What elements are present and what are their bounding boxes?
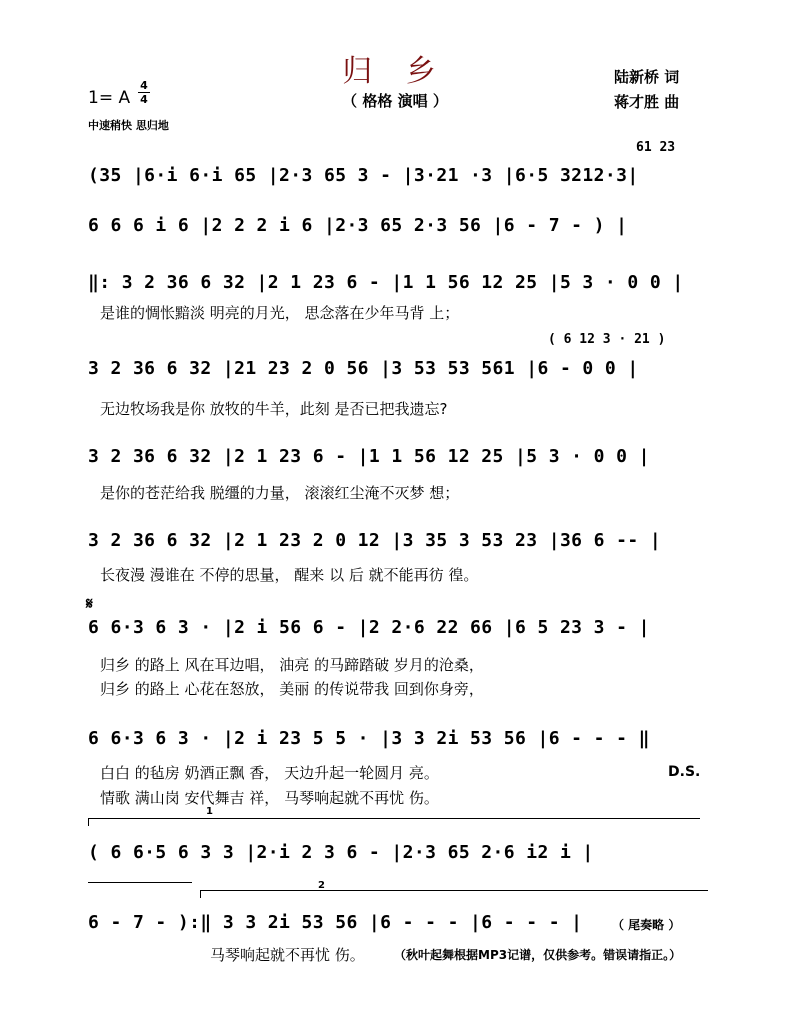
lyric-line-3: 是你的苍茫给我 脱缰的力量， 滚滚红尘淹不灭梦 想； — [100, 484, 460, 502]
composer-credit: 蒋才胜 曲 — [614, 93, 680, 111]
key-signature: 1= A — [88, 88, 131, 108]
lyric-line-4: 长夜漫 漫谁在 不停的思量， 醒来 以 后 就不能再彷 徨。 — [100, 566, 479, 584]
lyric-line-7: 白白 的毡房 奶酒正飘 香， 天边升起一轮圆月 亮。 — [100, 764, 439, 782]
music-line-5: 3 2 36 6 32 |2 1 23 6 - |1 1 56 12 25 |5 3 · 0 0 | — [88, 446, 650, 467]
lyric-line-2: 无边牧场我是你 放牧的牛羊，此刻 是否已把我遗忘? — [100, 400, 448, 418]
volta-1-tick — [88, 818, 89, 826]
final-lyric-line: 马琴响起就不再忧 伤。 — [210, 946, 365, 964]
volta-1-bracket — [88, 818, 700, 819]
ds-marking: D.S. — [668, 764, 701, 780]
tempo-marking: 中速稍快 思归地 — [88, 119, 169, 132]
corner-small-notes: 61 23 — [636, 140, 676, 155]
time-signature-top: 4 — [140, 79, 148, 92]
volta-1-number: 1 — [206, 806, 213, 817]
coda-label: （ 尾奏略 ） — [612, 918, 681, 932]
music-line-7: 6 6·3 6 3 · |2 i 56 6 - |2 2·6 22 66 |6 5 23 3 - | — [88, 617, 650, 638]
lyric-line-6: 归乡 的路上 心花在怒放， 美丽 的传说带我 回到你身旁， — [100, 680, 484, 698]
singer-credit: （ 格格 演唱 ） — [342, 92, 448, 110]
lyric-line-5: 归乡 的路上 风在耳边唱， 油亮 的马蹄踏破 岁月的沧桑， — [100, 656, 484, 674]
interlude-small-notes: ( 6 12 3 · 21 ) — [548, 332, 666, 347]
music-line-1: (35 |6·i 6·i 65 |2·3 65 3 - |3·21 ·3 |6·5 3212·3| — [88, 165, 639, 186]
lyric-line-8: 情歌 满山岗 安代舞吉 祥， 马琴响起就不再忧 伤。 — [100, 789, 439, 807]
volta-2-tick — [200, 890, 201, 898]
segno-mark: 𝄋 — [86, 594, 93, 613]
music-line-6: 3 2 36 6 32 |2 1 23 2 0 12 |3 35 3 53 23 |36 6 -- | — [88, 530, 662, 551]
volta-2-bracket — [200, 890, 708, 891]
volta-2-number: 2 — [318, 880, 325, 891]
lyric-line-1: 是谁的惆怅黯淡 明亮的月光， 思念落在少年马背 上； — [100, 304, 460, 322]
transcription-note: （秋叶起舞根据MP3记谱，仅供参考。错误请指正。） — [394, 948, 682, 962]
time-signature-bottom: 4 — [140, 93, 148, 106]
lyricist-credit: 陆新桥 词 — [614, 68, 680, 86]
music-line-2: 6 6 6 i 6 |2 2 2 i 6 |2·3 65 2·3 56 |6 - 7 - ) | — [88, 215, 628, 236]
music-line-10: 6 - 7 - ):‖ 3 3 2i 53 56 |6 - - - |6 - - - | — [88, 912, 583, 933]
volta-1-end-bracket — [88, 882, 192, 883]
title: 归 乡 — [342, 54, 448, 89]
music-line-9: ( 6 6·5 6 3 3 |2·i 2 3 6 - |2·3 65 2·6 i2 i | — [88, 842, 594, 863]
music-line-3: ‖: 3 2 36 6 32 |2 1 23 6 - |1 1 56 12 25 |5 3 · 0 0 | — [88, 272, 684, 293]
music-line-4: 3 2 36 6 32 |21 23 2 0 56 |3 53 53 561 |6 - 0 0 | — [88, 358, 639, 379]
music-line-8: 6 6·3 6 3 · |2 i 23 5 5 · |3 3 2i 53 56 |6 - - - ‖ — [88, 728, 650, 749]
time-signature — [138, 80, 150, 105]
